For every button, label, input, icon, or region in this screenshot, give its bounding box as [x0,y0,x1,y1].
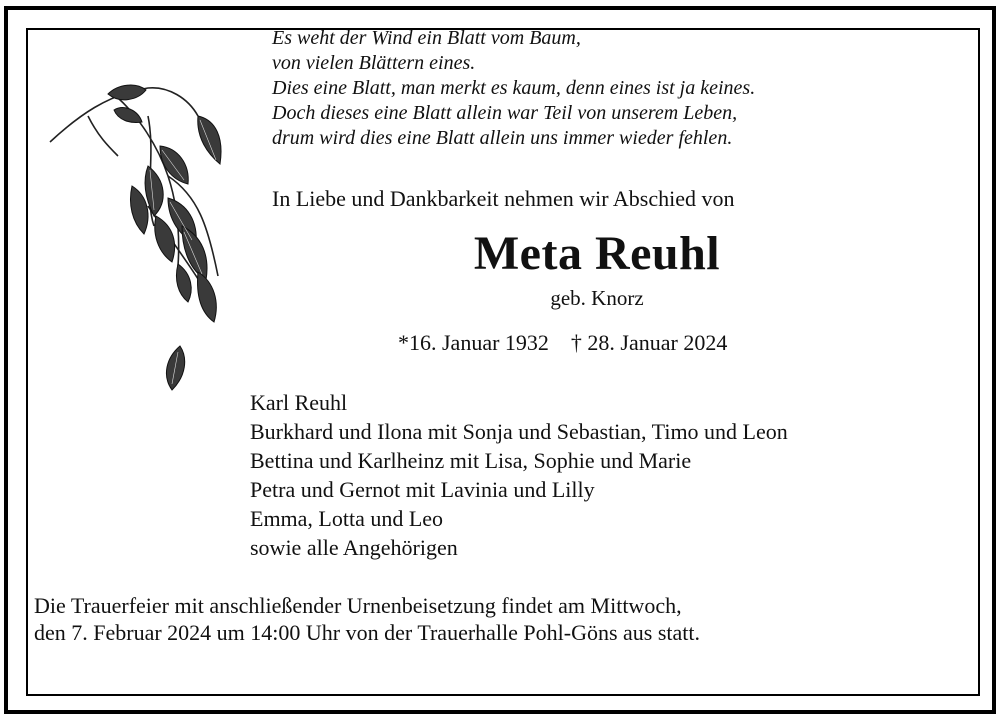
poem-line: Doch dieses eine Blatt allein war Teil von unserem Leben, [272,102,738,124]
mourner-line: Bettina und Karlheinz mit Lisa, Sophie und Marie [250,448,692,473]
mourner-line: Karl Reuhl [250,390,348,415]
funeral-line: den 7. Februar 2024 um 14:00 Uhr von der Trauerhalle Pohl-Göns aus statt. [34,620,701,645]
death-date: † 28. Januar 2024 [570,330,728,355]
mourner-line: Petra und Gernot mit Lavinia und Lilly [250,477,595,502]
mourners-list [250,388,788,562]
poem [272,26,755,151]
farewell-intro: In Liebe und Dankbarkeit nehmen wir Abschied von [272,186,735,211]
poem-line: von vielen Blättern eines. [272,52,476,74]
poem-line: Dies eine Blatt, man merkt es kaum, denn eines ist ja keines. [272,77,756,99]
funeral-line: Die Trauerfeier mit anschließender Urnenbeisetzung findet am Mittwoch, [34,593,682,618]
poem-line: Es weht der Wind ein Blatt vom Baum, [272,27,581,49]
mourner-line: Burkhard und Ilona mit Sonja und Sebastian, Timo und Leon [250,419,788,444]
mourner-line: sowie alle Angehörigen [250,535,458,560]
maiden-name: geb. Knorz [550,286,644,310]
deceased-name: Meta Reuhl [473,227,721,280]
mourner-line: Emma, Lotta und Leo [250,506,444,531]
funeral-notice [34,592,700,646]
life-dates [398,330,727,356]
birth-date: *16. Januar 1932 [398,330,549,355]
poem-line: drum wird dies eine Blatt allein uns immer wieder fehlen. [272,127,733,149]
